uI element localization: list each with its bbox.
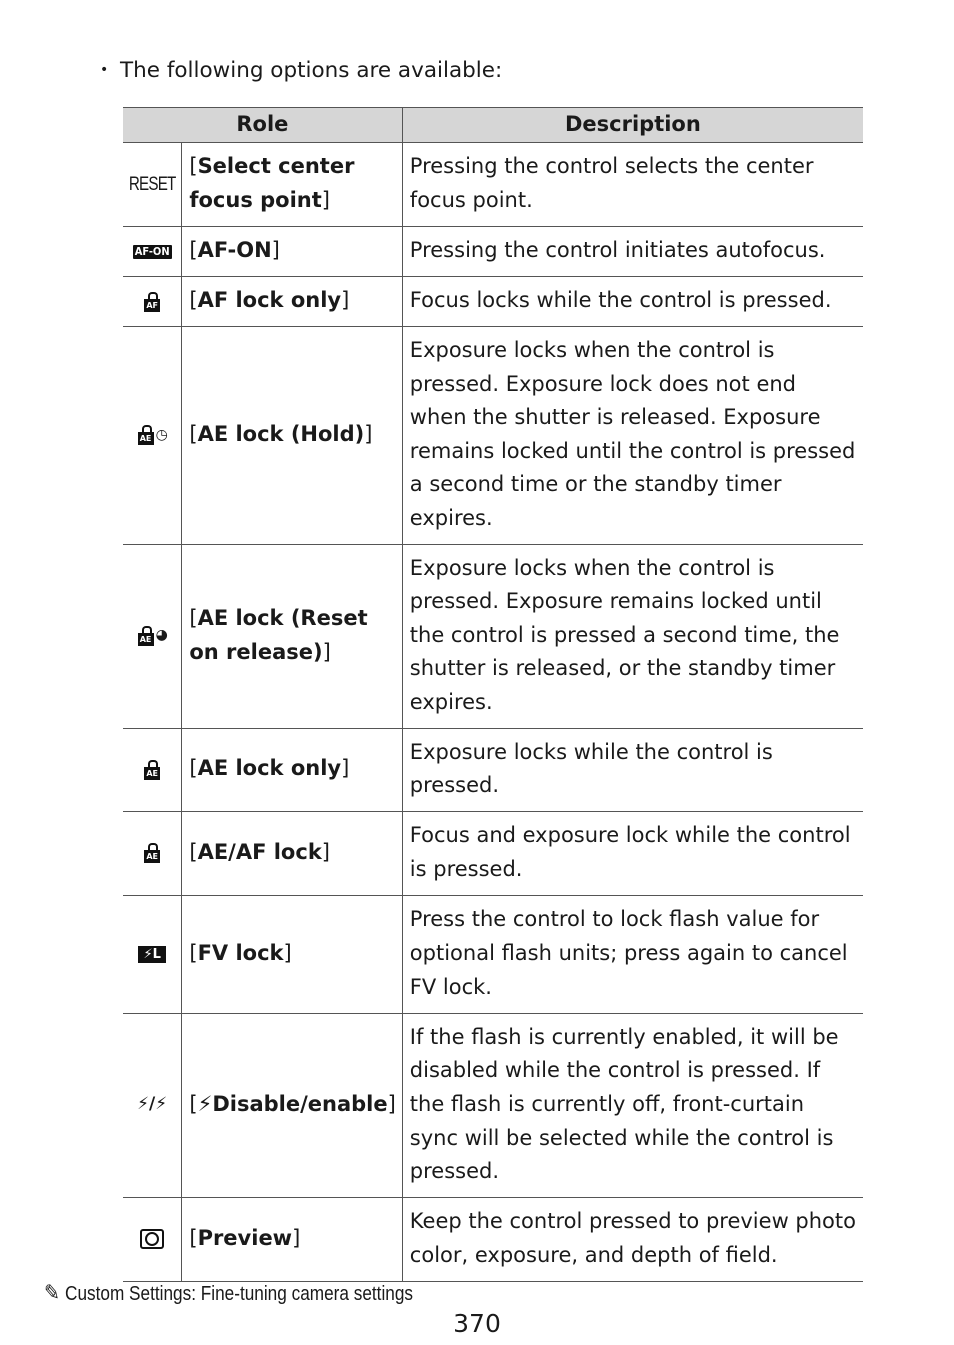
table-header-row: [123, 108, 863, 143]
role-cell: [Select center focus point]: [182, 143, 402, 227]
role-cell: [⚡Disable/enable]: [182, 1013, 402, 1197]
description-cell: Keep the control pressed to preview photo color, exposure, and depth of field.: [402, 1197, 863, 1281]
table-row: [123, 895, 863, 1013]
preview-icon: [140, 1229, 164, 1249]
description-cell: Exposure locks when the control is pressed. Exposure remains locked until the control is pressed a second time, the shutter is released, or the standby timer expires.: [402, 544, 863, 728]
description-cell: Pressing the control initiates autofocus.: [402, 227, 863, 277]
table-row: [123, 811, 863, 895]
intro-line: [100, 56, 502, 85]
row-icon-cell: [123, 728, 182, 811]
ae-lock-reset-icon: AE: [137, 626, 155, 646]
role-cell: [AF lock only]: [182, 277, 402, 327]
ae-lock-hold-icon: AE: [137, 425, 155, 445]
table-row: [123, 1197, 863, 1281]
description-cell: If the flash is currently enabled, it will be disabled while the control is pressed. If the flash is currently off, front-curtain sync will be selected while the control is pressed.: [402, 1013, 863, 1197]
role-cell: [AE/AF lock]: [182, 811, 402, 895]
flash-icon: ⚡: [197, 1091, 213, 1116]
af-on-icon: AF-ON: [134, 244, 170, 258]
role-header: Role: [123, 108, 402, 143]
row-icon-cell: [123, 1197, 182, 1281]
ae-af-lock-icon: AE: [143, 843, 161, 863]
description-cell: Pressing the control selects the center focus point.: [402, 143, 863, 227]
reset-icon: RESET: [128, 173, 176, 195]
hold-icon: ◷: [155, 426, 168, 443]
role-cell: [Preview]: [182, 1197, 402, 1281]
pencil-icon: ✎: [44, 1280, 60, 1305]
row-icon-cell: [123, 227, 182, 277]
row-icon-cell: [123, 143, 182, 227]
fv-lock-icon: ⚡L: [138, 946, 166, 963]
intro-text: The following options are available:: [120, 58, 503, 83]
footer-section-link[interactable]: [44, 1280, 413, 1307]
role-cell: [AE lock (Hold)]: [182, 327, 402, 545]
description-cell: Exposure locks while the control is pressed.: [402, 728, 863, 811]
role-cell: [AF-ON]: [182, 227, 402, 277]
description-header: Description: [402, 108, 863, 143]
flash-disable-enable-icon: ⚡/⚡: [137, 1094, 168, 1115]
row-icon-cell: [123, 895, 182, 1013]
role-cell: [AE lock (Reset on release)]: [182, 544, 402, 728]
table-row: [123, 227, 863, 277]
row-icon-cell: [123, 544, 182, 728]
description-cell: Press the control to lock flash value for optional flash units; press again to cancel FV lock.: [402, 895, 863, 1013]
role-cell: [FV lock]: [182, 895, 402, 1013]
row-icon-cell: [123, 1013, 182, 1197]
description-cell: Focus locks while the control is pressed.: [402, 277, 863, 327]
footer-text: Custom Settings: Fine-tuning camera settings: [65, 1283, 414, 1305]
row-icon-cell: [123, 327, 182, 545]
af-lock-icon: AF: [143, 292, 161, 312]
description-cell: Exposure locks when the control is pressed. Exposure lock does not end when the shutter is released. Exposure remains locked until the control is pressed a second time or the standby timer expires.: [402, 327, 863, 545]
options-table: [123, 107, 863, 1282]
table-row: [123, 327, 863, 545]
page-number: 370: [453, 1309, 501, 1338]
row-icon-cell: [123, 811, 182, 895]
reset-on-release-icon: ◕: [155, 627, 168, 644]
table-row: [123, 544, 863, 728]
table-row: [123, 143, 863, 227]
ae-lock-icon: AE: [143, 760, 161, 780]
table-row: [123, 277, 863, 327]
description-cell: Focus and exposure lock while the control is pressed.: [402, 811, 863, 895]
bullet: •: [100, 62, 109, 78]
role-cell: [AE lock only]: [182, 728, 402, 811]
table-row: [123, 1013, 863, 1197]
row-icon-cell: [123, 277, 182, 327]
table-row: [123, 728, 863, 811]
